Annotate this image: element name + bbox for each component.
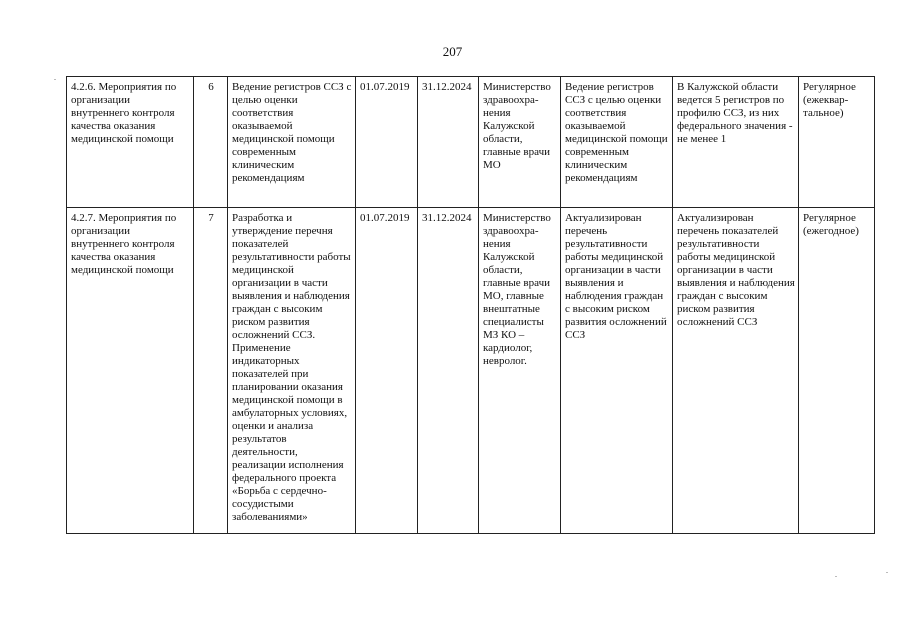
indicator-cell: В Калужской области ведется 5 регистров по профилю ССЗ, из них федерального значения - не менее 1 xyxy=(673,77,799,208)
table-row xyxy=(67,208,875,534)
description-cell: Разработка и утверждение перечня показателей результативности работы медицинской организации в части выявления и наблюдения граждан с высоким риском развития осложнений ССЗ. Применение индикаторных показателей при планировании оказания медицинской помощи в амбулаторных условиях, оценки и анализа результатов деятельности, реализации исполнения федерального проекта «Борьба с сердечно-сосудистыми заболеваниями» xyxy=(228,208,356,534)
measure-cell: 4.2.6. Мероприятия по организации внутреннего контроля качества оказания медицинской помощи xyxy=(67,77,194,208)
scan-speck xyxy=(886,572,888,573)
start-date-cell: 01.07.2019 xyxy=(356,208,418,534)
responsible-cell: Министерство здравоохра-нения Калужской области, главные врачи МО, главные внештатные специалисты МЗ КО – кардиолог, невролог. xyxy=(479,208,561,534)
result-cell: Ведение регистров ССЗ с целью оценки соответствия оказываемой медицинской помощи современным клиническим рекомендациям xyxy=(561,77,673,208)
result-cell: Актуализирован перечень результативности работы медицинской организации в части выявления и наблюдения граждан с высоким риском развития осложнений ССЗ xyxy=(561,208,673,534)
number-cell: 6 xyxy=(194,77,228,208)
start-date-cell: 01.07.2019 xyxy=(356,77,418,208)
table-row xyxy=(67,77,875,208)
page-number: 207 xyxy=(442,44,463,59)
number-cell: 7 xyxy=(194,208,228,534)
end-date-cell: 31.12.2024 xyxy=(418,208,479,534)
frequency-cell: Регулярное (ежегодное) xyxy=(799,208,875,534)
responsible-cell: Министерство здравоохра-нения Калужской области, главные врачи МО xyxy=(479,77,561,208)
end-date-cell: 31.12.2024 xyxy=(418,77,479,208)
scan-speck xyxy=(835,576,837,577)
frequency-cell: Регулярное (ежеквар-тальное) xyxy=(799,77,875,208)
indicator-cell: Актуализирован перечень показателей результативности работы медицинской организации в части выявления и наблюдения граждан с высоким риском развития осложнений ССЗ xyxy=(673,208,799,534)
description-cell: Ведение регистров ССЗ с целью оценки соответствия оказываемой медицинской помощи современным клиническим рекомендациям xyxy=(228,77,356,208)
scan-speck xyxy=(54,79,56,80)
measures-table xyxy=(66,76,875,534)
measure-cell: 4.2.7. Мероприятия по организации внутреннего контроля качества оказания медицинской помощи xyxy=(67,208,194,534)
